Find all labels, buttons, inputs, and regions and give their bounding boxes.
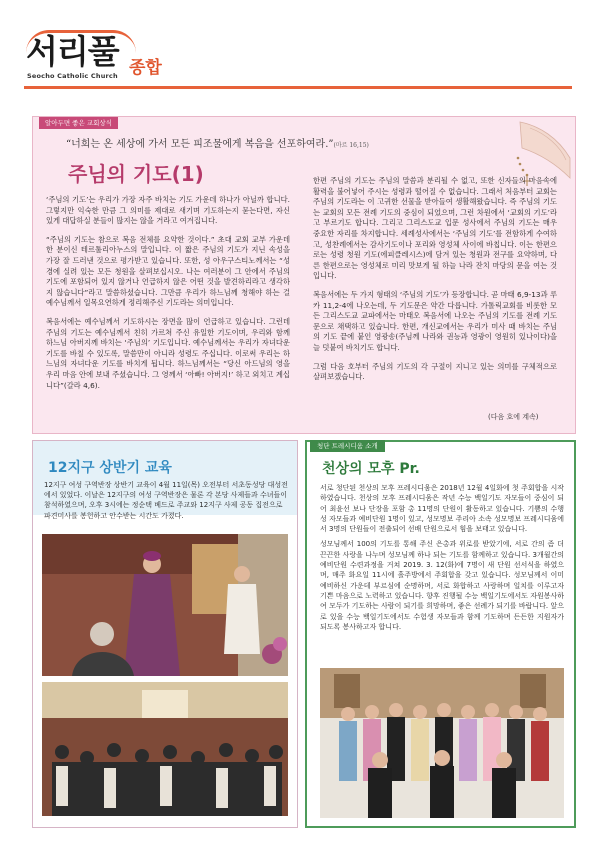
top-article-column-2 [313, 176, 557, 391]
left-article-title: 12지구 상반기 교육 [48, 460, 172, 476]
section-label: 종합 [129, 58, 162, 78]
right-article-title: 천상의 모후 Pr. [322, 461, 420, 477]
right-article-body [320, 483, 564, 637]
top-article-column-1 [46, 195, 290, 399]
quote-reference: (마르 16,15) [333, 142, 369, 149]
top-article-tag: 알아두면 좋은 교회상식 [39, 117, 118, 129]
masthead-subtitle: Seocho Catholic Church [27, 72, 118, 80]
mass-photo [42, 534, 288, 676]
paragraph: 복음서에는 두 가지 형태의 ‘주님의 기도’가 등장합니다. 곧 마태 6,9-13과 루카 11,2-4에 나오는데, 두 기도문은 약간 다릅니다. 가톨릭교회를 비롯한 모든 그리스도교 교파에서는 마태오 복음서에 나오는 주님의 기도를 전례 기도문으로 채택하고 있습니다. 한편, 개신교에서는 우리가 미사 때 바치는 주님의 기도 끝에 붙인 영광송(주님께 나라와 권능과 영광이 영원히 있나이다)을 늘 덧붙여 바치기도 합니다. [313, 289, 557, 352]
quote-text: “너희는 온 세상에 가서 모든 피조물에게 복음을 선포하여라.” [66, 139, 334, 150]
masthead-rule [24, 86, 572, 89]
masthead-title: 서리풀 [26, 32, 119, 71]
paragraph: 복음서에는 예수님께서 기도하시는 장면을 많이 언급하고 있습니다. 그런데 주님의 기도는 예수님께서 친히 가르쳐 주신 유일한 기도이며, 우리와 함께 하느님 아버지께 바치는 ‘주님의’ 기도입니다. 예수님께서는 우리가 자녀다운 기도를 바칠 수 있도록, 말씀만이 아니라 성령도 주십니다. 이로써 우리는 하느님의 자녀다운 기도를 바치게 됩니다. 하느님께서는 “당신 아드님의 영을 우리 마음 안에 보내 주셨습니다. 그 영께서 ‘아빠! 아버지!’ 하고 외치고 계십니다”(갈라 4,6). [46, 316, 290, 390]
paragraph: “주님의 기도는 참으로 복음 전체를 요약한 것이다.” 초대 교회 교부 가운데 한 분이신 테르툴리아누스의 말입니다. 이 짧은 주님의 기도가 지닌 속성을 가장 잘 드러낸 것으로 평가받고 있습니다. 또한, 성 아우구스티노께서는 “성경에 실려 있는 모든 청원을 살펴보십시오. 나는 여러분이 그 안에서 주님의 기도에 포함되어 있지 않거나 언급하지 않은 어떤 것을 발견하리라고 생각하지 않습니다”라고 말씀하셨습니다. 그만큼 우리가 하느님께 청해야 하는 걸 예수님께서 일목요연하게 정리해주신 기도라는 의미입니다. [46, 234, 290, 308]
continued-note: (다음 호에 계속) [488, 413, 539, 421]
congregation-photo [42, 682, 288, 816]
right-article-tag: 청단 트레시디움 소개 [310, 440, 385, 452]
paragraph: 성모님께서 100의 기도를 통해 주신 은총과 위로를 받았기에, 서로 간의 좀 더 끈끈한 사랑을 나누며 성모님께 하나 되는 기도를 함께하고 있습니다. 3개월간의 예비단원 수련과정을 거쳐 2019. 3. 12(화)에 7명이 새 단원 선서식을 하였으며, 매주 화요일 11시에 흘주방에서 주회합을 갖고 있습니다. 성모님께서 이미 예비하신 가운데 부르심에 순명하며, 서로 화합하고 사랑하며 일치를 이루고자 기쁜 마음으로 노력하고 있습니다. 향후 진행될 수능 백일기도에서도 자원봉사하여 모두가 기도하는 사람이 되기를 희망하며, 좋은 선례가 되기를 바랍니다. 앞으로 있을 수능 백일기도에서도 수험생 자모들과 함께 기도하며 든든한 지원자가 되도록 봉사하고자 합니다. [320, 540, 564, 631]
top-article-title: 주님의 기도(1) [68, 162, 204, 186]
group-photo [320, 668, 564, 818]
paragraph: 한편 주님의 기도는 주님의 말씀과 분리될 수 없고, 또한 신자들의 마음속에 활력을 불어넣어 주시는 성령과 떨어질 수 없습니다. 그래서 처음부터 교회는 주님의 기도라는 이 고귀한 선물을 받아들여 생활해왔습니다. 즉 주님의 기도는 교회의 모든 전례 기도의 중심이 되었으며, 그런 차원에서 ‘교회의 기도’라고 부르기도 합니다. 그리고 그리스도교 입문 성사에서 주님의 기도는 매우 중요한 자리를 차지합니다. 세례성사에서는 ‘주님의 기도’를 전함하게 수여하고, 성찬례에서는 감사기도이나 포리와 영성체 사이에 바칩니다. 이는 한편으로는 성령 청원 기도(에피클레시스)에 담겨 있는 청원과 전구를 요약하며, 다른 한편으로는 영성체로 미리 맛보게 될 하늘 나라 잔치 마당의 문을 여는 것입니다. [313, 176, 557, 281]
paragraph: 그럼 다음 호부터 주님의 기도의 각 구절이 지니고 있는 의미를 구체적으로 살펴보겠습니다. [313, 361, 557, 382]
left-article-body: 12지구 여성 구역반장 상반기 교육이 4월 11일(목) 오전부터 서초동성당 대성전에서 있었다. 이날은 12지구의 여성 구역반장은 물론 각 본당 사제들과 수녀들이 참석하였으며, 오후 3시에는 정순택 베드로 주교와 12지구 사제 공동 집전으로 파견미사를 봉헌하고 안수받는 시간도 가졌다. [44, 481, 288, 520]
paragraph: 서로 청단된 천상의 모후 프레시디움은 2018년 12월 4일화에 첫 주회합을 시작하였습니다. 천상의 모후 프레시디움은 작년 수능 백일기도 자모들이 중심이 되어 최윤선 보나 단장을 포함 총 11명의 단원이 활동하고 있습니다. 기쁨의 수행성 자모들과 예비단원 1명이 있고, 성모명보 주리아 소속 성모명보 프레시디움에서 3명의 단원들이 전출되어 선배 단원으로서 힘을 보태고 있습니다. [320, 484, 564, 534]
scripture-quote [66, 135, 369, 150]
paragraph: ‘주님의 기도’는 우리가 가장 자주 바치는 기도 가운데 하나가 아닐까 합니다. 그렇지만 익숙한 만큼 그 의미를 제대로 새기며 기도하는지 묻는다면, 자신 있게 대답하실 분들이 많지는 않을 거라고 여겨집니다. [46, 195, 290, 226]
